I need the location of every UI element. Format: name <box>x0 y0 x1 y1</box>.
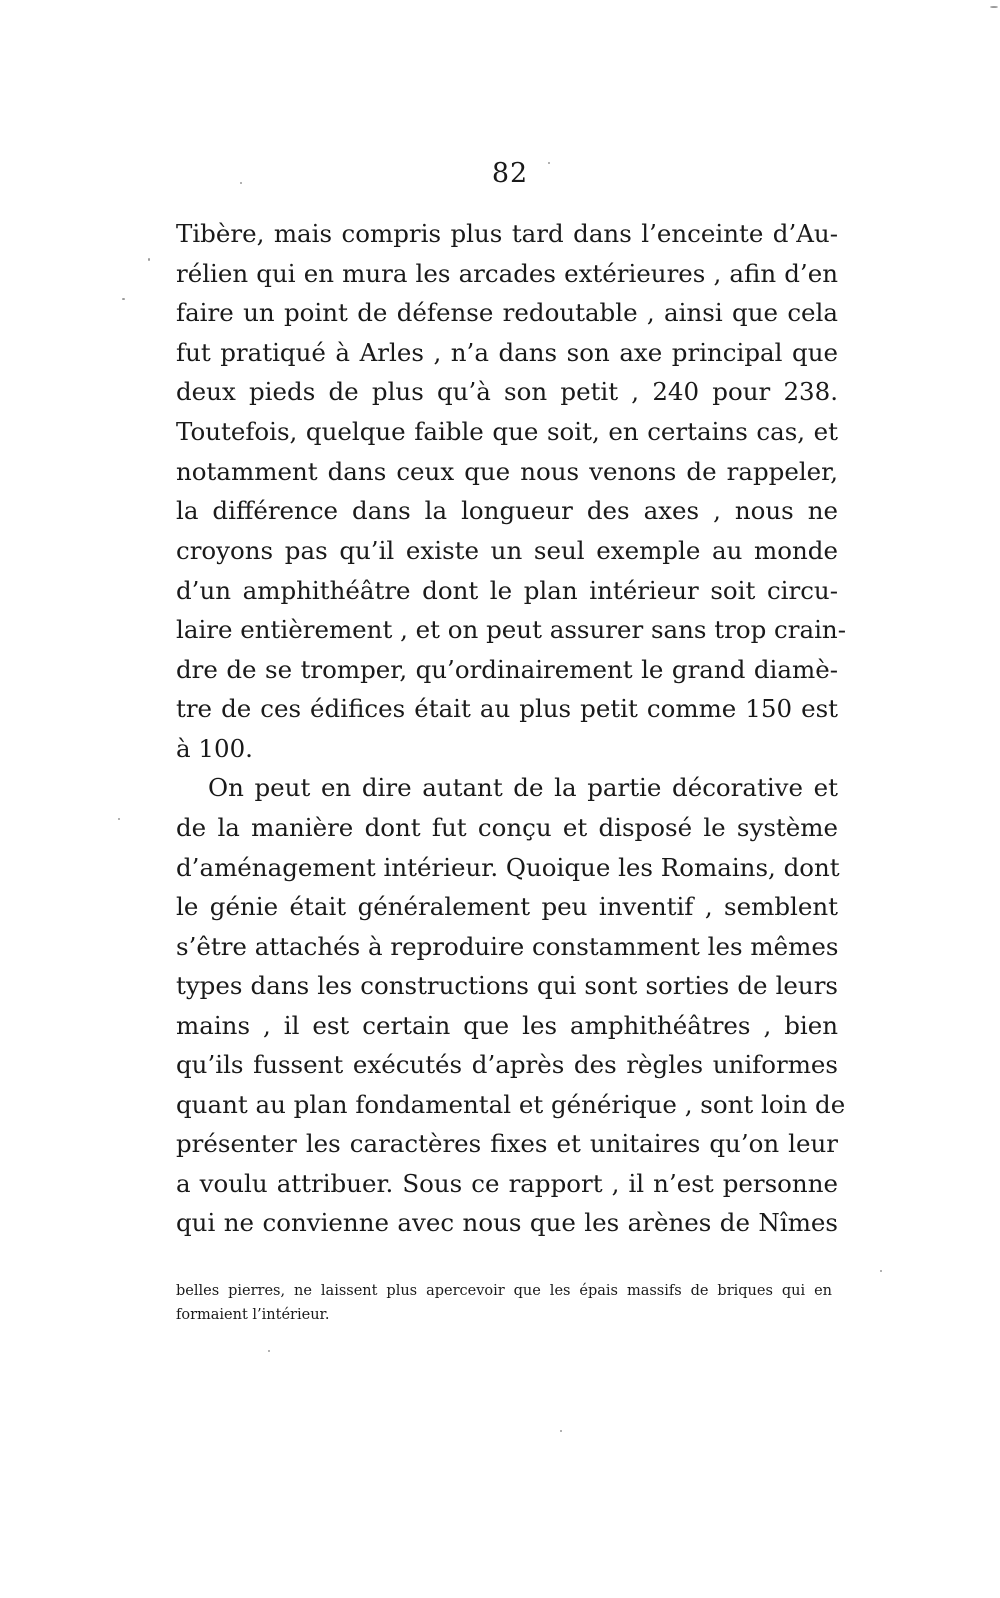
scan-speck <box>560 1430 562 1432</box>
text-line: laire entièrement , et on peut assurer sans trop crain- <box>176 615 846 644</box>
text-line: Toutefois, quelque faible que soit, en certains cas, et <box>176 417 838 446</box>
footnote-line: formaient l’intérieur. <box>176 1307 330 1323</box>
text-line: s’être attachés à reproduire constamment les mêmes <box>176 932 839 961</box>
text-line: On peut en dire autant de la partie décorative et <box>208 773 838 802</box>
page-number: 82 <box>491 158 529 189</box>
scan-speck <box>118 818 120 820</box>
text-line: qu’ils fussent exécutés d’après des règles uniformes <box>176 1050 838 1079</box>
text-line: a voulu attribuer. Sous ce rapport , il n’est personne <box>176 1169 838 1198</box>
text-line: à 100. <box>176 734 253 763</box>
text-line: fut pratiqué à Arles , n’a dans son axe principal que <box>176 338 838 367</box>
text-line: la différence dans la longueur des axes , nous ne <box>176 496 838 525</box>
text-line: dre de se tromper, qu’ordinairement le grand diamè- <box>176 655 838 684</box>
text-line: quant au plan fondamental et générique , sont loin de <box>176 1090 846 1119</box>
scan-speck <box>122 298 125 300</box>
footnote-line: belles pierres, ne laissent plus apercevoir que les épais massifs de briques qui en <box>176 1283 832 1299</box>
text-line: qui ne convienne avec nous que les arènes de Nîmes <box>176 1208 838 1237</box>
text-line: notamment dans ceux que nous venons de rappeler, <box>176 457 838 486</box>
text-line: Tibère, mais compris plus tard dans l’enceinte d’Au- <box>176 219 838 248</box>
text-line: tre de ces édifices était au plus petit comme 150 est <box>176 694 838 723</box>
text-line: rélien qui en mura les arcades extérieures , afin d’en <box>176 259 838 288</box>
text-line: mains , il est certain que les amphithéâtres , bien <box>176 1011 838 1040</box>
scan-speck <box>240 182 242 184</box>
text-line: le génie était généralement peu inventif , semblent <box>176 892 838 921</box>
scan-speck <box>148 258 150 261</box>
text-line: croyons pas qu’il existe un seul exemple au monde <box>176 536 838 565</box>
scan-speck <box>880 1270 882 1272</box>
text-line: de la manière dont fut conçu et disposé le système <box>176 813 838 842</box>
text-line: types dans les constructions qui sont sorties de leurs <box>176 971 838 1000</box>
text-line: d’aménagement intérieur. Quoique les Romains, dont <box>176 853 840 882</box>
text-line: d’un amphithéâtre dont le plan intérieur soit circu- <box>176 576 838 605</box>
scan-speck <box>268 1350 270 1352</box>
text-line: deux pieds de plus qu’à son petit , 240 pour 238. <box>176 377 838 406</box>
text-line: faire un point de défense redoutable , ainsi que cela <box>176 298 838 327</box>
text-line: présenter les caractères fixes et unitaires qu’on leur <box>176 1129 838 1158</box>
scan-speck <box>990 6 998 8</box>
scan-speck <box>548 162 550 164</box>
